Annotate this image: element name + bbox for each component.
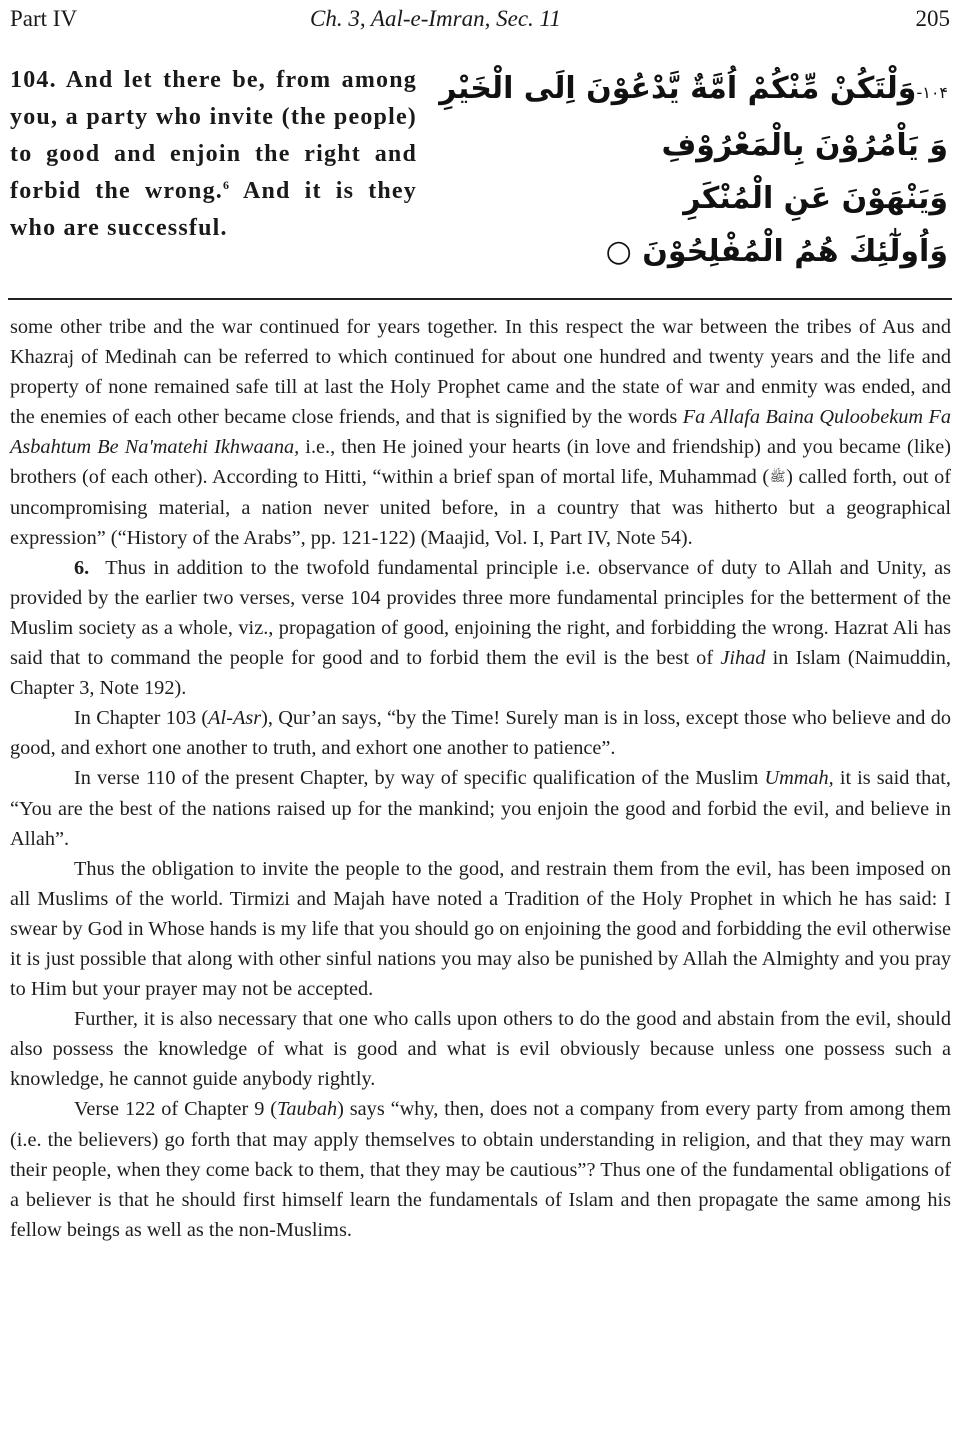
commentary-paragraph: some other tribe and the war continued for years together. In this respect the war between the tribes of Aus and Khazraj of Medinah can be referred to which continued for about one hundred and twenty years and the life and property of none remained safe till at last the Holy Prophet came and the state of war and enmity was ended, and the enemies of each other became close friends, and that is signified by the words Fa Allafa Baina Quloobekum Fa Asbahtum Be Na'matehi Ikhwaana, i.e., then He joined your hearts (in love and friendship) and you became (like) brothers (of each other). According to Hitti, “within a brief span of mortal life, Muhammad (ﷺ) called forth, out of uncompromising material, a nation never united before, in a country that was hitherto but a geographical expression” (“History of the Arabs”, pp. 121-122) (Maajid, Vol. I, Part IV, Note 54). bbox=[10, 316, 951, 549]
commentary-body bbox=[10, 312, 951, 1245]
footnote-marker[interactable]: 6 bbox=[223, 178, 231, 192]
running-head bbox=[10, 4, 950, 34]
verse-translation bbox=[10, 62, 417, 247]
part-label: Part IV bbox=[10, 6, 78, 31]
commentary-paragraph: In verse 110 of the present Chapter, by way of specific qualification of the Muslim Ummah, it is said that, “You are the best of the nations raised up for the mankind; you enjoin the good and forbid the evil, and believe in Allah”. bbox=[10, 767, 951, 850]
commentary-paragraph: Thus the obligation to invite the people to the good, and restrain them from the evil, has been imposed on all Muslims of the world. Tirmizi and Majah have noted a Tradition of the Holy Prophet in which he has said: I swear by God in Whose hands is my life that you should go on enjoining the good and forbidding the evil otherwise it is just possible that along with other sinful nations you may also be punished by Allah the Almighty and you pray to Him but your prayer may not be accepted. bbox=[10, 857, 951, 1001]
arabic-line-1: ۱۰۴-وَلْتَكُنْ مِّنْكُمْ اُمَّةٌ يَّدْعُوْنَ اِلَى الْخَيْرِ bbox=[439, 71, 948, 106]
page-number: 205 bbox=[915, 6, 950, 31]
commentary-paragraph: In Chapter 103 (Al-Asr), Qur’an says, “by the Time! Surely man is in loss, except those who believe and do good, and exhort one another to truth, and exhort one another to patience”. bbox=[10, 707, 951, 760]
transliteration: Fa Allafa Baina Quloobekum Fa Asbahtum Be Na'matehi Ikhwaana, bbox=[10, 406, 951, 459]
verse-arabic bbox=[439, 62, 948, 278]
verse-translation-text-end: And it is they who are successful. bbox=[10, 178, 417, 241]
arabic-line-4: وَاُولٰٓئِكَ هُمُ الْمُفْلِحُوْنَ ○ bbox=[605, 234, 948, 269]
verse-block bbox=[10, 62, 960, 292]
chapter-section-label: Ch. 3, Aal-e-Imran, Sec. 11 bbox=[310, 6, 561, 31]
commentary-note-6: 6. Thus in addition to the twofold fundamental principle i.e. observance of duty to Allah and Unity, as provided by the earlier two verses, verse 104 provides three more fundamental principles for the betterment of the Muslim society as a whole, viz., propagation of good, enjoining the right, and forbidding the wrong. Hazrat Ali has said that to command the people for good and to forbid them the evil is the best of Jihad in Islam (Naimuddin, Chapter 3, Note 192). bbox=[10, 556, 952, 700]
verse-translation-text: 104. And let there be, from among you, a party who invite (the people) to good and enjoin the right and forbid the wrong. bbox=[10, 67, 417, 204]
arabic-line-3: وَيَنْهَوْنَ عَنِ الْمُنْكَرِ bbox=[683, 181, 948, 216]
arabic-verse-number: ۱۰۴- bbox=[916, 83, 948, 102]
honorific-pbuh-icon: ﷺ bbox=[769, 469, 786, 485]
commentary-paragraph: Further, it is also necessary that one who calls upon others to do the good and abstain from the evil, should also possess the knowledge of what is good and what is evil obviously because unless one possess such a knowledge, he cannot guide anybody rightly. bbox=[10, 1008, 951, 1091]
arabic-line-2: وَ يَاْمُرُوْنَ بِالْمَعْرُوْفِ bbox=[661, 128, 948, 163]
commentary-paragraph: Verse 122 of Chapter 9 (Taubah) says “why, then, does not a company from every party from among them (i.e. the believers) go forth that may apply themselves to obtain understanding in religion, and that they may warn their people, when they come back to them, that they may be cautious”? Thus one of the fundamental obligations of a believer is that he should first himself learn the fundamentals of Islam and then propagate the same among his fellow beings as well as the non-Muslims. bbox=[10, 1098, 952, 1241]
section-divider bbox=[8, 298, 952, 300]
note-number: 6. bbox=[74, 556, 90, 579]
